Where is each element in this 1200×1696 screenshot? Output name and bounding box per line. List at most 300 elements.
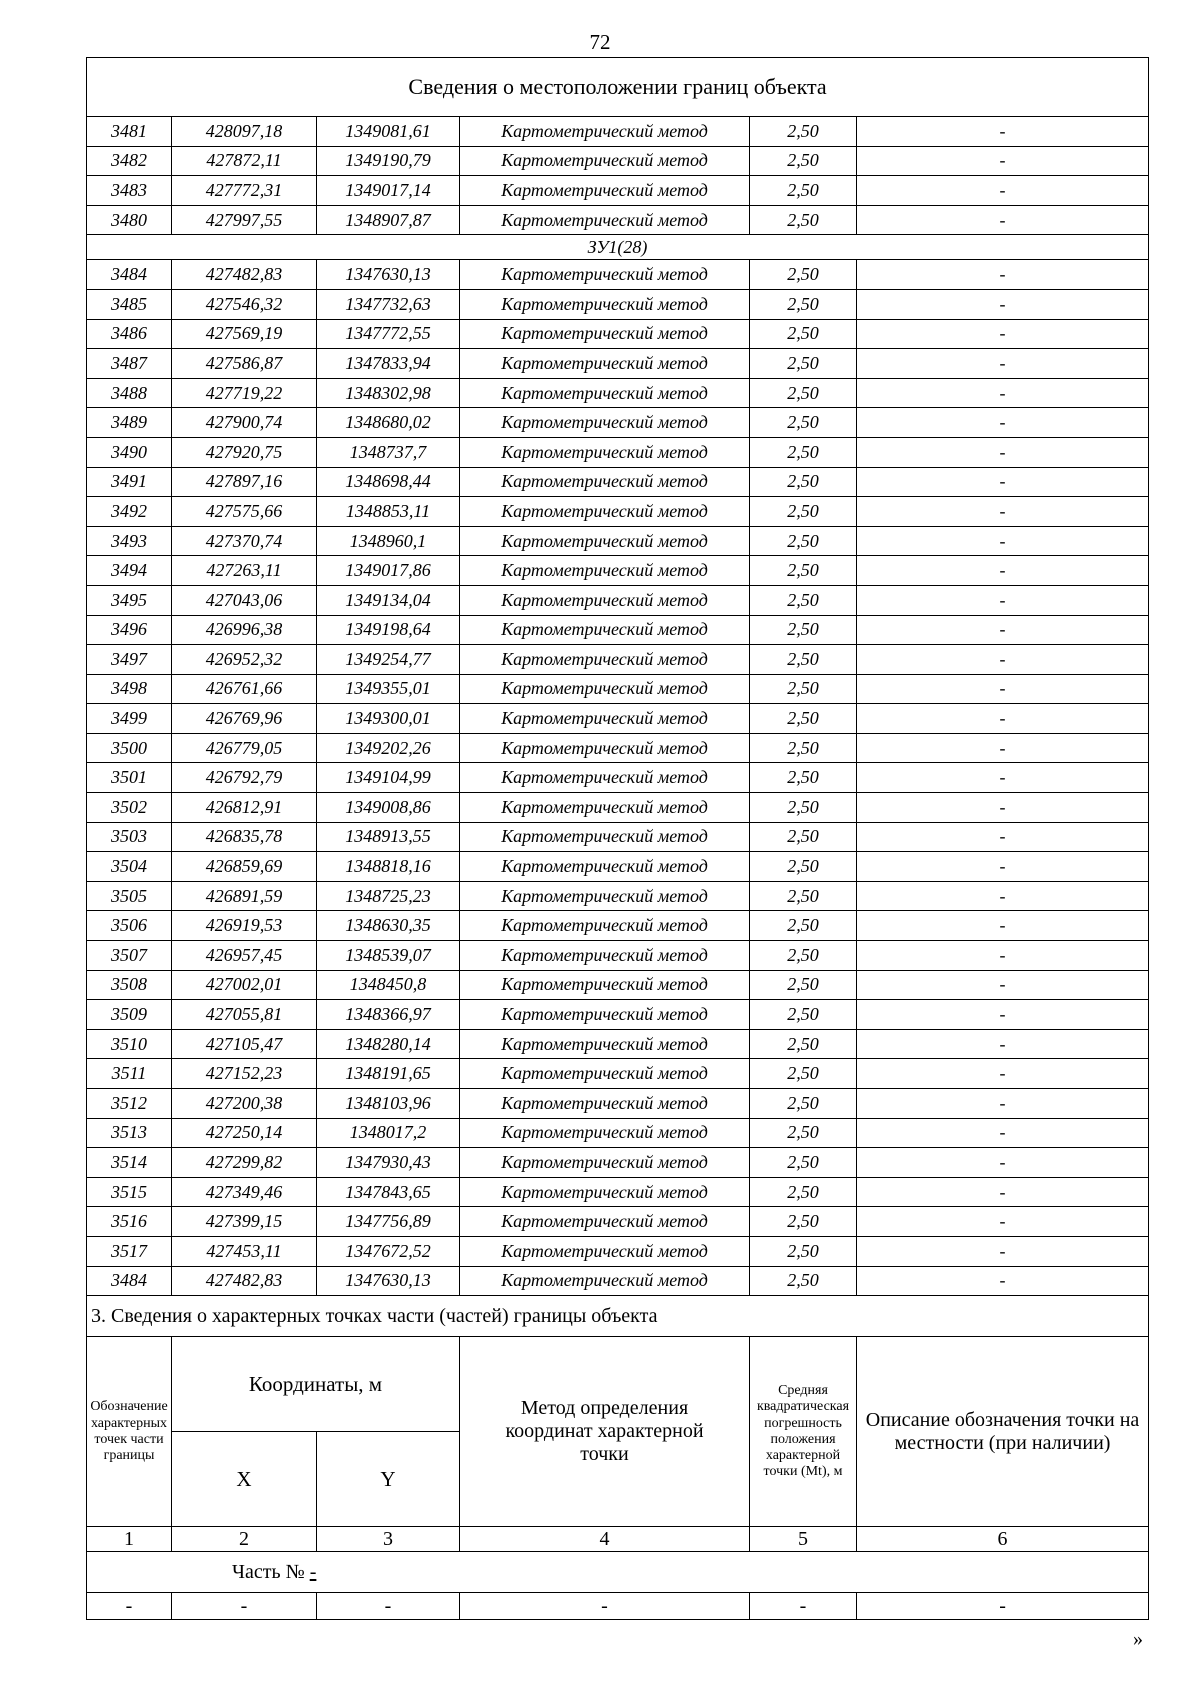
- method-cell: Картометрический метод: [460, 645, 750, 675]
- coord-x-cell: 427105,47: [172, 1029, 317, 1059]
- table-title: Сведения о местоположении границ объекта: [87, 58, 1149, 117]
- error-cell: 2,50: [750, 378, 857, 408]
- point-id-cell: 3490: [87, 437, 172, 467]
- table-row: [87, 911, 1149, 941]
- method-cell: Картометрический метод: [460, 970, 750, 1000]
- method-cell: Картометрический метод: [460, 1059, 750, 1089]
- table-row: [87, 260, 1149, 290]
- error-cell: 2,50: [750, 615, 857, 645]
- description-cell: -: [857, 645, 1149, 675]
- method-cell: Картометрический метод: [460, 793, 750, 823]
- error-cell: 2,50: [750, 911, 857, 941]
- method-cell: Картометрический метод: [460, 1177, 750, 1207]
- table-row: [87, 645, 1149, 675]
- table-row: [87, 822, 1149, 852]
- description-cell: -: [857, 970, 1149, 1000]
- coord-y-cell: 1348960,1: [317, 526, 460, 556]
- error-cell: 2,50: [750, 205, 857, 235]
- coord-y-cell: 1348818,16: [317, 852, 460, 882]
- point-id-cell: 3512: [87, 1089, 172, 1119]
- empty-cell: -: [172, 1593, 317, 1620]
- coord-x-cell: 426859,69: [172, 852, 317, 882]
- point-id-cell: 3497: [87, 645, 172, 675]
- coord-y-cell: 1347756,89: [317, 1207, 460, 1237]
- description-cell: -: [857, 1236, 1149, 1266]
- method-cell: Картометрический метод: [460, 941, 750, 971]
- method-cell: Картометрический метод: [460, 205, 750, 235]
- description-cell: -: [857, 289, 1149, 319]
- coord-y-cell: 1348630,35: [317, 911, 460, 941]
- method-cell: Картометрический метод: [460, 319, 750, 349]
- error-cell: 2,50: [750, 1118, 857, 1148]
- description-cell: -: [857, 467, 1149, 497]
- point-id-cell: 3514: [87, 1148, 172, 1178]
- error-cell: 2,50: [750, 437, 857, 467]
- coord-x-cell: 427250,14: [172, 1118, 317, 1148]
- method-cell: Картометрический метод: [460, 349, 750, 379]
- header-x: X: [172, 1432, 317, 1527]
- coord-x-cell: 427055,81: [172, 1000, 317, 1030]
- table-row: [87, 763, 1149, 793]
- coord-y-cell: 1347772,55: [317, 319, 460, 349]
- part-label: Часть №: [232, 1560, 305, 1583]
- part-cell: [87, 1552, 1149, 1593]
- table-row: [87, 674, 1149, 704]
- point-id-cell: 3509: [87, 1000, 172, 1030]
- method-cell: Картометрический метод: [460, 674, 750, 704]
- coord-y-cell: 1349198,64: [317, 615, 460, 645]
- point-id-cell: 3483: [87, 176, 172, 206]
- section3-title: 3. Сведения о характерных точках части (частей) границы объекта: [87, 1296, 1149, 1337]
- point-id-cell: 3494: [87, 556, 172, 586]
- description-cell: -: [857, 615, 1149, 645]
- coord-y-cell: 1348103,96: [317, 1089, 460, 1119]
- coord-y-cell: 1348302,98: [317, 378, 460, 408]
- method-cell: Картометрический метод: [460, 146, 750, 176]
- coord-y-cell: 1349017,86: [317, 556, 460, 586]
- table-row: [87, 1207, 1149, 1237]
- point-id-cell: 3516: [87, 1207, 172, 1237]
- error-cell: 2,50: [750, 822, 857, 852]
- coord-x-cell: 427897,16: [172, 467, 317, 497]
- point-id-cell: 3498: [87, 674, 172, 704]
- error-cell: 2,50: [750, 408, 857, 438]
- error-cell: 2,50: [750, 117, 857, 147]
- table-row: [87, 733, 1149, 763]
- method-cell: Картометрический метод: [460, 881, 750, 911]
- coord-y-cell: 1349254,77: [317, 645, 460, 675]
- table-row: [87, 378, 1149, 408]
- description-cell: -: [857, 1207, 1149, 1237]
- empty-cell: -: [857, 1593, 1149, 1620]
- table-row: [87, 585, 1149, 615]
- error-cell: 2,50: [750, 526, 857, 556]
- coord-y-cell: 1349355,01: [317, 674, 460, 704]
- point-id-cell: 3500: [87, 733, 172, 763]
- error-cell: 2,50: [750, 319, 857, 349]
- table-row: [87, 852, 1149, 882]
- coord-x-cell: 426761,66: [172, 674, 317, 704]
- point-id-cell: 3481: [87, 117, 172, 147]
- coord-y-cell: 1349202,26: [317, 733, 460, 763]
- point-id-cell: 3492: [87, 497, 172, 527]
- coord-x-cell: 426792,79: [172, 763, 317, 793]
- description-cell: -: [857, 556, 1149, 586]
- method-cell: Картометрический метод: [460, 176, 750, 206]
- method-cell: Картометрический метод: [460, 615, 750, 645]
- method-cell: Картометрический метод: [460, 467, 750, 497]
- point-id-cell: 3486: [87, 319, 172, 349]
- coord-x-cell: 427482,83: [172, 260, 317, 290]
- coord-x-cell: 426891,59: [172, 881, 317, 911]
- table-row: [87, 1059, 1149, 1089]
- description-cell: -: [857, 674, 1149, 704]
- coord-y-cell: 1348191,65: [317, 1059, 460, 1089]
- empty-data-row: [87, 1593, 1149, 1620]
- coord-y-cell: 1348907,87: [317, 205, 460, 235]
- coord-x-cell: 426952,32: [172, 645, 317, 675]
- error-cell: 2,50: [750, 1236, 857, 1266]
- table-row: [87, 941, 1149, 971]
- description-cell: -: [857, 526, 1149, 556]
- error-cell: 2,50: [750, 763, 857, 793]
- header-error: Средняя квадратическая погрешность положения характерной точки (Mt), м: [750, 1337, 857, 1527]
- description-cell: -: [857, 704, 1149, 734]
- table-row: [87, 437, 1149, 467]
- boundary-document: [86, 57, 1148, 1620]
- coord-x-cell: 428097,18: [172, 117, 317, 147]
- coord-x-cell: 427719,22: [172, 378, 317, 408]
- coord-x-cell: 426919,53: [172, 911, 317, 941]
- method-cell: Картометрический метод: [460, 289, 750, 319]
- method-cell: Картометрический метод: [460, 1029, 750, 1059]
- coord-y-cell: 1348450,8: [317, 970, 460, 1000]
- description-cell: -: [857, 911, 1149, 941]
- point-id-cell: 3506: [87, 911, 172, 941]
- table-row: [87, 1089, 1149, 1119]
- table-row: [87, 704, 1149, 734]
- description-cell: -: [857, 881, 1149, 911]
- description-cell: -: [857, 319, 1149, 349]
- description-cell: -: [857, 733, 1149, 763]
- error-cell: 2,50: [750, 146, 857, 176]
- column-number: 4: [460, 1527, 750, 1552]
- table-row: [87, 497, 1149, 527]
- coord-x-cell: 427575,66: [172, 497, 317, 527]
- point-id-cell: 3499: [87, 704, 172, 734]
- table-row: [87, 1000, 1149, 1030]
- error-cell: 2,50: [750, 1207, 857, 1237]
- coord-y-cell: 1347833,94: [317, 349, 460, 379]
- column-number: 5: [750, 1527, 857, 1552]
- coord-y-cell: 1348725,23: [317, 881, 460, 911]
- method-cell: Картометрический метод: [460, 497, 750, 527]
- error-cell: 2,50: [750, 1266, 857, 1296]
- point-id-cell: 3510: [87, 1029, 172, 1059]
- description-cell: -: [857, 585, 1149, 615]
- method-cell: Картометрический метод: [460, 1236, 750, 1266]
- point-id-cell: 3488: [87, 378, 172, 408]
- method-cell: Картометрический метод: [460, 1207, 750, 1237]
- error-cell: 2,50: [750, 733, 857, 763]
- point-id-cell: 3485: [87, 289, 172, 319]
- coord-x-cell: 427482,83: [172, 1266, 317, 1296]
- header-method: Метод определения координат характерной точки: [460, 1337, 750, 1527]
- table-row: [87, 289, 1149, 319]
- method-cell: Картометрический метод: [460, 1089, 750, 1119]
- point-id-cell: 3484: [87, 260, 172, 290]
- error-cell: 2,50: [750, 176, 857, 206]
- coord-y-cell: 1348680,02: [317, 408, 460, 438]
- header-point-designation: Обозначение характерных точек части границы: [87, 1337, 172, 1527]
- point-id-cell: 3517: [87, 1236, 172, 1266]
- table-row: [87, 319, 1149, 349]
- coord-x-cell: 426957,45: [172, 941, 317, 971]
- coord-y-cell: 1347843,65: [317, 1177, 460, 1207]
- coord-x-cell: 427152,23: [172, 1059, 317, 1089]
- error-cell: 2,50: [750, 349, 857, 379]
- description-cell: -: [857, 1266, 1149, 1296]
- method-cell: Картометрический метод: [460, 852, 750, 882]
- table-row: [87, 146, 1149, 176]
- table-row: [87, 881, 1149, 911]
- method-cell: Картометрический метод: [460, 763, 750, 793]
- point-id-cell: 3480: [87, 205, 172, 235]
- description-cell: -: [857, 793, 1149, 823]
- error-cell: 2,50: [750, 852, 857, 882]
- coord-y-cell: 1349008,86: [317, 793, 460, 823]
- error-cell: 2,50: [750, 941, 857, 971]
- coord-y-cell: 1349017,14: [317, 176, 460, 206]
- point-id-cell: 3496: [87, 615, 172, 645]
- coord-y-cell: 1349134,04: [317, 585, 460, 615]
- header-coordinates: Координаты, м: [172, 1337, 460, 1432]
- table-row: [87, 1266, 1149, 1296]
- description-cell: -: [857, 497, 1149, 527]
- description-cell: -: [857, 260, 1149, 290]
- point-id-cell: 3511: [87, 1059, 172, 1089]
- error-cell: 2,50: [750, 260, 857, 290]
- description-cell: -: [857, 941, 1149, 971]
- coord-x-cell: 427920,75: [172, 437, 317, 467]
- table-row: [87, 205, 1149, 235]
- point-id-cell: 3489: [87, 408, 172, 438]
- description-cell: -: [857, 1177, 1149, 1207]
- error-cell: 2,50: [750, 1059, 857, 1089]
- error-cell: 2,50: [750, 1029, 857, 1059]
- section-row: [87, 235, 1149, 260]
- point-id-cell: 3515: [87, 1177, 172, 1207]
- description-cell: -: [857, 763, 1149, 793]
- method-cell: Картометрический метод: [460, 1000, 750, 1030]
- boundary-table: [86, 57, 1149, 1620]
- coord-y-cell: 1347630,13: [317, 1266, 460, 1296]
- point-id-cell: 3507: [87, 941, 172, 971]
- coord-y-cell: 1348539,07: [317, 941, 460, 971]
- method-cell: Картометрический метод: [460, 117, 750, 147]
- coord-x-cell: 427569,19: [172, 319, 317, 349]
- description-cell: -: [857, 822, 1149, 852]
- method-cell: Картометрический метод: [460, 911, 750, 941]
- table-row: [87, 1177, 1149, 1207]
- table-row: [87, 117, 1149, 147]
- error-cell: 2,50: [750, 1177, 857, 1207]
- method-cell: Картометрический метод: [460, 822, 750, 852]
- coord-x-cell: 427586,87: [172, 349, 317, 379]
- table-row: [87, 349, 1149, 379]
- method-cell: Картометрический метод: [460, 1148, 750, 1178]
- column-number: 2: [172, 1527, 317, 1552]
- coord-x-cell: 426835,78: [172, 822, 317, 852]
- method-cell: Картометрический метод: [460, 526, 750, 556]
- description-cell: -: [857, 852, 1149, 882]
- column-numbers-row: [87, 1527, 1149, 1552]
- point-id-cell: 3508: [87, 970, 172, 1000]
- description-cell: -: [857, 176, 1149, 206]
- table-row: [87, 1148, 1149, 1178]
- table-row: [87, 1029, 1149, 1059]
- coord-y-cell: 1348366,97: [317, 1000, 460, 1030]
- table-row: [87, 467, 1149, 497]
- point-id-cell: 3513: [87, 1118, 172, 1148]
- coord-x-cell: 427299,82: [172, 1148, 317, 1178]
- point-id-cell: 3504: [87, 852, 172, 882]
- coord-x-cell: 427002,01: [172, 970, 317, 1000]
- table-row: [87, 526, 1149, 556]
- error-cell: 2,50: [750, 1000, 857, 1030]
- coord-x-cell: 426996,38: [172, 615, 317, 645]
- description-cell: -: [857, 1059, 1149, 1089]
- description-cell: -: [857, 408, 1149, 438]
- coord-x-cell: 427200,38: [172, 1089, 317, 1119]
- point-id-cell: 3503: [87, 822, 172, 852]
- error-cell: 2,50: [750, 970, 857, 1000]
- method-cell: Картометрический метод: [460, 1118, 750, 1148]
- part-value: -: [309, 1560, 317, 1583]
- point-id-cell: 3491: [87, 467, 172, 497]
- part-row: [87, 1552, 1149, 1593]
- table-row: [87, 176, 1149, 206]
- point-id-cell: 3482: [87, 146, 172, 176]
- description-cell: -: [857, 1148, 1149, 1178]
- table-row: [87, 1118, 1149, 1148]
- header-row: [87, 1337, 1149, 1432]
- method-cell: Картометрический метод: [460, 585, 750, 615]
- column-number: 6: [857, 1527, 1149, 1552]
- method-cell: Картометрический метод: [460, 1266, 750, 1296]
- coord-y-cell: 1349081,61: [317, 117, 460, 147]
- coord-y-cell: 1347672,52: [317, 1236, 460, 1266]
- description-cell: -: [857, 378, 1149, 408]
- method-cell: Картометрический метод: [460, 437, 750, 467]
- point-id-cell: 3493: [87, 526, 172, 556]
- description-cell: -: [857, 205, 1149, 235]
- table-row: [87, 556, 1149, 586]
- table-row: [87, 970, 1149, 1000]
- coord-x-cell: 426812,91: [172, 793, 317, 823]
- point-id-cell: 3502: [87, 793, 172, 823]
- description-cell: -: [857, 1118, 1149, 1148]
- point-id-cell: 3487: [87, 349, 172, 379]
- point-id-cell: 3495: [87, 585, 172, 615]
- error-cell: 2,50: [750, 497, 857, 527]
- coord-y-cell: 1348280,14: [317, 1029, 460, 1059]
- point-id-cell: 3505: [87, 881, 172, 911]
- empty-cell: -: [87, 1593, 172, 1620]
- coord-y-cell: 1347930,43: [317, 1148, 460, 1178]
- coord-x-cell: 427453,11: [172, 1236, 317, 1266]
- coord-x-cell: 426779,05: [172, 733, 317, 763]
- method-cell: Картометрический метод: [460, 704, 750, 734]
- header-y: Y: [317, 1432, 460, 1527]
- method-cell: Картометрический метод: [460, 408, 750, 438]
- table-row: [87, 408, 1149, 438]
- coord-x-cell: 427772,31: [172, 176, 317, 206]
- empty-cell: -: [750, 1593, 857, 1620]
- coord-y-cell: 1347732,63: [317, 289, 460, 319]
- error-cell: 2,50: [750, 881, 857, 911]
- method-cell: Картометрический метод: [460, 556, 750, 586]
- error-cell: 2,50: [750, 1148, 857, 1178]
- empty-cell: -: [460, 1593, 750, 1620]
- method-cell: Картометрический метод: [460, 378, 750, 408]
- description-cell: -: [857, 1089, 1149, 1119]
- column-number: 3: [317, 1527, 460, 1552]
- table-row: [87, 793, 1149, 823]
- description-cell: -: [857, 117, 1149, 147]
- coord-x-cell: 426769,96: [172, 704, 317, 734]
- section3-title-row: [87, 1296, 1149, 1337]
- table-row: [87, 615, 1149, 645]
- coord-y-cell: 1349300,01: [317, 704, 460, 734]
- table-row: [87, 1236, 1149, 1266]
- coord-y-cell: 1348698,44: [317, 467, 460, 497]
- coord-y-cell: 1349190,79: [317, 146, 460, 176]
- coord-y-cell: 1347630,13: [317, 260, 460, 290]
- coord-y-cell: 1349104,99: [317, 763, 460, 793]
- coord-y-cell: 1348853,11: [317, 497, 460, 527]
- error-cell: 2,50: [750, 704, 857, 734]
- point-id-cell: 3484: [87, 1266, 172, 1296]
- error-cell: 2,50: [750, 467, 857, 497]
- column-number: 1: [87, 1527, 172, 1552]
- method-cell: Картометрический метод: [460, 733, 750, 763]
- error-cell: 2,50: [750, 674, 857, 704]
- error-cell: 2,50: [750, 1089, 857, 1119]
- description-cell: -: [857, 349, 1149, 379]
- error-cell: 2,50: [750, 793, 857, 823]
- coord-x-cell: 427043,06: [172, 585, 317, 615]
- coord-x-cell: 427349,46: [172, 1177, 317, 1207]
- error-cell: 2,50: [750, 556, 857, 586]
- description-cell: -: [857, 437, 1149, 467]
- header-description: Описание обозначения точки на местности (при наличии): [857, 1337, 1149, 1527]
- method-cell: Картометрический метод: [460, 260, 750, 290]
- coord-x-cell: 427546,32: [172, 289, 317, 319]
- coord-y-cell: 1348737,7: [317, 437, 460, 467]
- empty-cell: -: [317, 1593, 460, 1620]
- coord-x-cell: 427399,15: [172, 1207, 317, 1237]
- coord-y-cell: 1348017,2: [317, 1118, 460, 1148]
- coord-x-cell: 427900,74: [172, 408, 317, 438]
- description-cell: -: [857, 146, 1149, 176]
- coord-x-cell: 427872,11: [172, 146, 317, 176]
- coord-x-cell: 427370,74: [172, 526, 317, 556]
- error-cell: 2,50: [750, 645, 857, 675]
- description-cell: -: [857, 1000, 1149, 1030]
- coord-y-cell: 1348913,55: [317, 822, 460, 852]
- closing-quote: »: [1133, 1628, 1143, 1650]
